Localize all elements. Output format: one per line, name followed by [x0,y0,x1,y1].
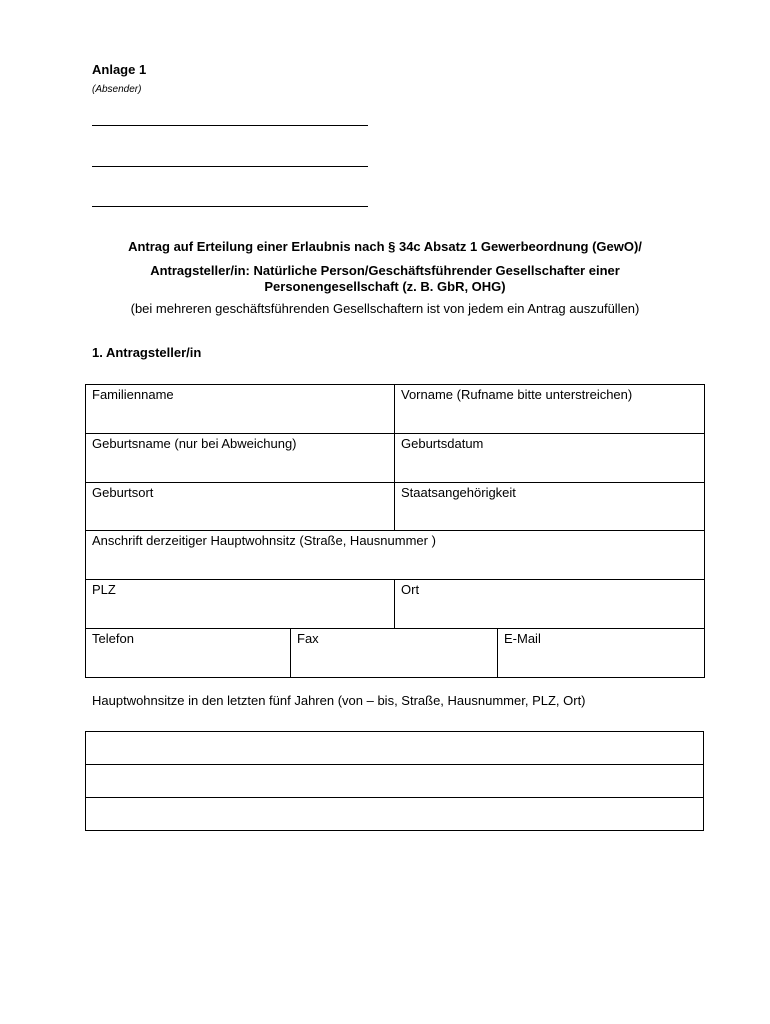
ort-field[interactable] [395,580,705,629]
vorname-field[interactable] [395,385,705,434]
residence-history-row-3[interactable] [86,798,704,831]
vorname-label: Vorname (Rufname bitte unterstreichen) [401,387,633,402]
geburtsname-label: Geburtsname (nur bei Abweichung) [92,435,297,451]
ort-label: Ort [401,582,420,598]
geburtsort-field[interactable] [86,482,395,531]
sender-label: (Absender) [92,84,142,95]
anschrift-label: Anschrift derzeitiger Hauptwohnsitz (Straße, Hausnummer ) [92,533,436,549]
anschrift-field[interactable] [86,531,705,580]
email-label: E-Mail [504,631,541,647]
telefon-field[interactable] [86,629,291,678]
geburtsdatum-field[interactable] [395,433,705,482]
residence-history-table [85,731,704,831]
applicant-table [85,384,705,678]
geburtsname-field[interactable] [86,433,395,482]
sender-line-2[interactable] [92,166,368,167]
plz-field[interactable] [86,580,395,629]
residence-history-row-1[interactable] [86,732,704,765]
plz-label: PLZ [92,582,116,598]
fax-field[interactable] [291,629,498,678]
staatsangehoerigkeit-field[interactable] [395,482,705,531]
form-title: Antrag auf Erteilung einer Erlaubnis nach § 34c Absatz 1 Gewerbeordnung (GewO)/ [128,239,642,254]
telefon-label: Telefon [92,631,134,647]
geburtsdatum-label: Geburtsdatum [401,435,484,451]
sender-line-1[interactable] [92,125,368,126]
fax-label: Fax [297,631,319,647]
section-heading-applicant: 1. Antragsteller/in [92,345,202,360]
familienname-field[interactable] [86,385,395,434]
form-subtitle: Antragsteller/in: Natürliche Person/Geschäftsführender Gesellschafter einer Personengesellschaft (z. B. GbR, OHG) [150,263,620,294]
form-note: (bei mehreren geschäftsführenden Gesellschaftern ist von jedem ein Antrag auszufüllen) [130,301,640,316]
familienname-label: Familienname [92,387,174,402]
staatsangehoerigkeit-label: Staatsangehörigkeit [401,484,516,500]
attachment-label: Anlage 1 [92,62,147,77]
email-field[interactable] [498,629,705,678]
residence-history-row-2[interactable] [86,765,704,798]
residence-history-label: Hauptwohnsitze in den letzten fünf Jahren (von – bis, Straße, Hausnummer, PLZ, Ort) [92,693,586,708]
geburtsort-label: Geburtsort [92,484,154,500]
sender-line-3[interactable] [92,206,368,207]
